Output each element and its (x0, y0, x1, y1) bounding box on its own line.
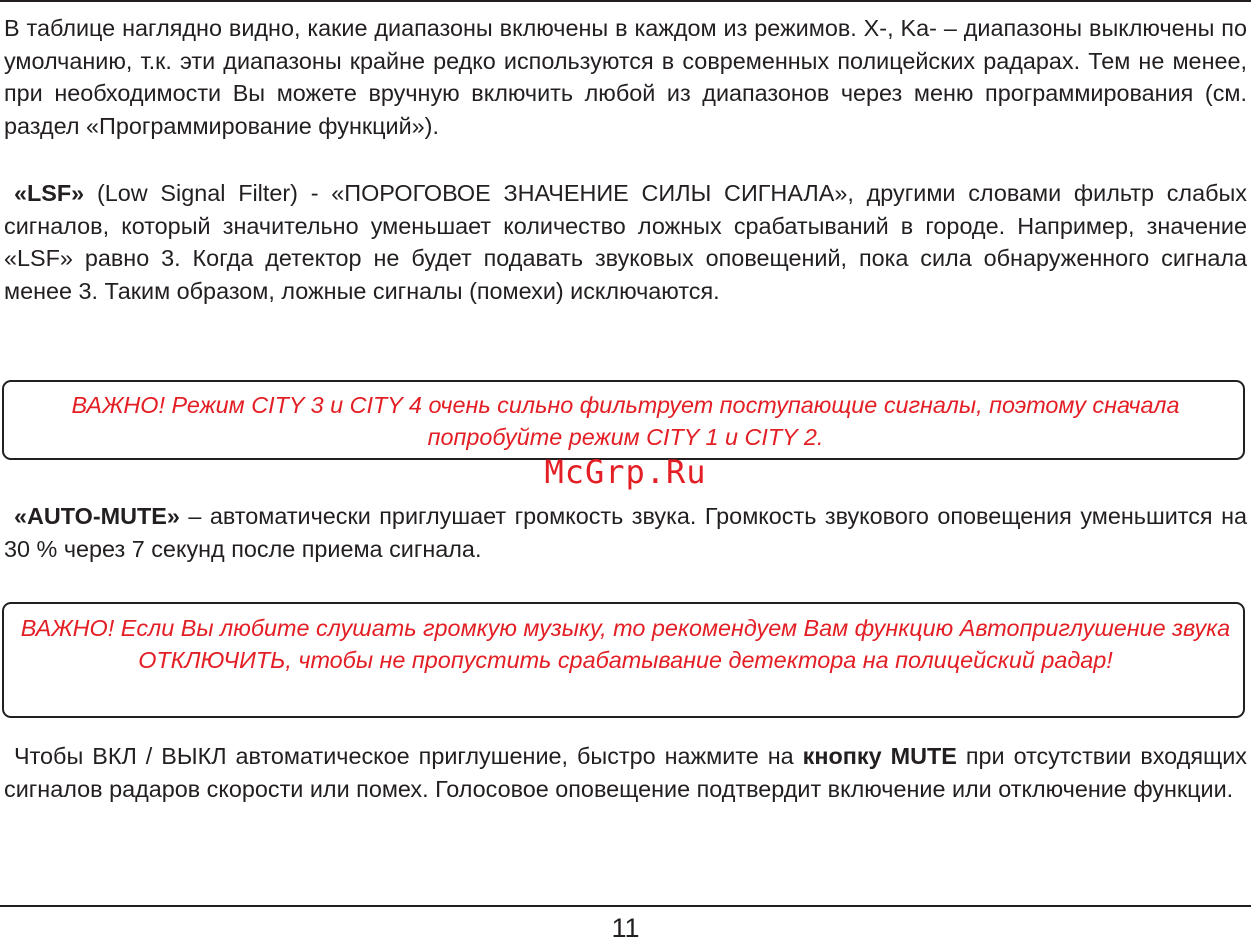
mute-instruction-start: Чтобы ВКЛ / ВЫКЛ автоматическое приглушение, быстро нажмите на (14, 743, 803, 769)
auto-mute-term: «AUTO-MUTE» (14, 503, 180, 529)
lsf-description: (Low Signal Filter) - «ПОРОГОВОЕ ЗНАЧЕНИЕ СИЛЫ СИГНАЛА», другими словами фильтр слабых сигналов, который значительно уменьшает количество ложных срабатываний в городе. Например, значение «LSF» равно 3. Когда детектор не будет подавать звуковых оповещений, пока сила обнаруженного сигнала менее 3. Таким образом, ложные сигналы (помехи) исключаются. (4, 180, 1247, 304)
footer-rule (0, 905, 1251, 907)
paragraph-auto-mute (4, 500, 1247, 565)
lsf-term: «LSF» (14, 180, 85, 206)
mute-instruction-end: при отсутствии входящих сигналов радаров скорости или помех. Голосовое оповещение подтвердит включение или отключение функции. (4, 743, 1247, 802)
page-number: 11 (611, 913, 640, 943)
paragraph-bands: В таблице наглядно видно, какие диапазоны включены в каждом из режимов. X-, Ka- – диапазоны выключены по умолчанию, т.к. эти диапазоны крайне редко используются в современных полицейских радарах. Тем не менее, при необходимости Вы можете вручную включить любой из диапазонов через меню программирования (см. раздел «Программирование функций»). (4, 15, 1247, 139)
auto-mute-description: – автоматически приглушает громкость звука. Громкость звукового оповещения уменьшится на 30 % через 7 секунд после приема сигнала. (4, 503, 1247, 562)
paragraph-lsf (4, 177, 1247, 307)
paragraph-mute-button (4, 740, 1247, 805)
watermark: McGrp.Ru (544, 453, 707, 491)
mute-button-term: кнопку MUTE (802, 743, 957, 769)
top-rule (0, 0, 1251, 2)
warning-music-text: ВАЖНО! Если Вы любите слушать громкую музыку, то рекомендуем Вам функцию Автоприглушение звука ОТКЛЮЧИТЬ, чтобы не пропустить срабатывание детектора на полицейский радар! (20, 615, 1231, 673)
warning-city-text: ВАЖНО! Режим CITY 3 и CITY 4 очень сильно фильтрует поступающие сигналы, поэтому сначала попробуйте режим CITY 1 и CITY 2. (71, 392, 1180, 450)
